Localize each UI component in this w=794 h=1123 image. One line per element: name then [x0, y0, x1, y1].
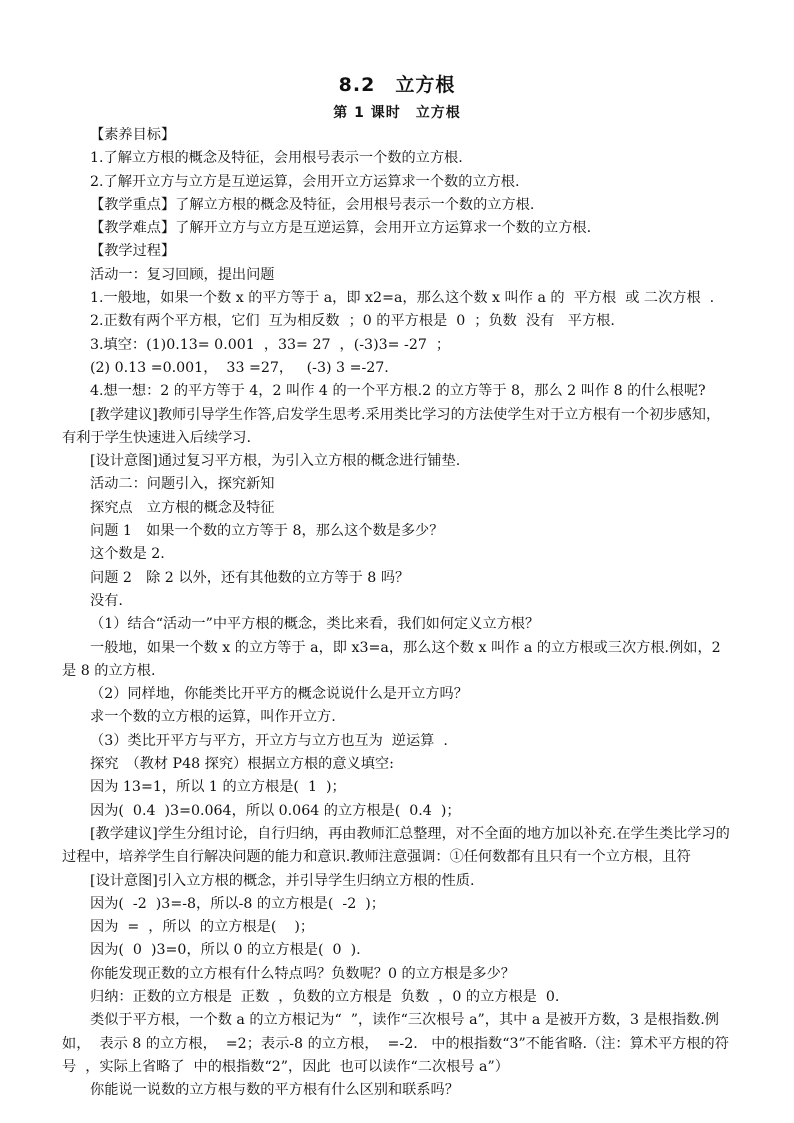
goal-item: 2.了解开立方与立方是互逆运算，会用开立方运算求一个数的立方根.	[90, 173, 520, 190]
question: 问题 1 如果一个数的立方等于 8，那么这个数是多少？	[90, 523, 444, 540]
section-heading-goals: 【素养目标】	[90, 127, 176, 143]
answer: 这个数是 2.	[90, 546, 165, 563]
fill-in-line: 因为( -2 )3=-8，所以-8 的立方根是( -2 )；	[90, 895, 385, 912]
answer: 没有.	[90, 592, 123, 609]
teaching-suggestion: [教学建议]教师引导学生作答,启发学生思考.采用类比学习的方法使学生对于立方根有一个初步感知，有利于学生快速进入后续学习.	[62, 406, 721, 446]
question: 问题 2 除 2 以外，还有其他数的立方等于 8 吗？	[90, 569, 410, 586]
body-paragraph: 4.想一想：2 的平方等于 4，2 叫作 4 的一个平方根.2 的立方等于 8，那么 2 叫作 8 的什么根呢?	[90, 383, 706, 400]
definition-paragraph: 一般地，如果一个数 x 的立方等于 a，即 x3=a，那么这个数 x 叫作 a 的立方根或三次方根.例如，2 是 8 的立方根.	[62, 639, 726, 679]
body-paragraph: 求一个数的立方根的运算，叫作开立方.	[90, 709, 336, 726]
notation-paragraph: 类似于平方根，一个数 a 的立方根记为“ ”，读作“三次根号 a”，其中 a 是被开方数，3 是根指数.例如， 表示 8 的立方根， =2；表示-8 的立方根， =-2. 中的根指数“3”不能省略.（注：算术平方根的符号 ，实际上省略了 中的根指数“2”，因此 也可以读作“二次根号 a”）	[62, 1012, 729, 1075]
body-paragraph: 你能说一说数的立方根与数的平方根有什么区别和联系吗？	[90, 1082, 459, 1099]
lesson-subtitle: 第 1 课时 立方根	[333, 105, 461, 121]
activity-heading: 活动一：复习回顾，提出问题	[90, 266, 275, 283]
activity-heading: 活动二：问题引入，探究新知	[90, 476, 275, 493]
body-paragraph: （3）类比开平方与平方，开立方与立方也互为 逆运算 .	[90, 732, 448, 749]
fill-in-line: 因为 = ，所以 的立方根是( )；	[90, 919, 315, 936]
lesson-body	[62, 124, 734, 1102]
teaching-focus: 【教学重点】了解立方根的概念及特征，会用根号表示一个数的立方根.	[90, 196, 535, 213]
body-paragraph: (2) 0.13 =0.001， 33 =27， (-3) 3 =-27.	[90, 359, 389, 376]
fill-in-line: 因为( 0.4 )3=0.064，所以 0.064 的立方根是( 0.4 )；	[90, 802, 461, 819]
design-intent: [设计意图]引入立方根的概念，并引导学生归纳立方根的性质.	[90, 872, 475, 889]
section-heading-process: 【教学过程】	[90, 243, 176, 260]
body-paragraph: 你能发现正数的立方根有什么特点吗？负数呢？0 的立方根是多少？	[90, 965, 515, 982]
goal-item: 1.了解立方根的概念及特征，会用根号表示一个数的立方根.	[90, 150, 463, 167]
body-paragraph: 3.填空：(1)0.13= 0.001 ，33= 27 ，(-3)3= -27 ；	[90, 336, 451, 353]
teaching-difficulty: 【教学难点】了解开立方与立方是互逆运算，会用开立方运算求一个数的立方根.	[90, 220, 592, 237]
design-intent: [设计意图]通过复习平方根，为引入立方根的概念进行铺垫.	[90, 453, 461, 470]
summary: 归纳：正数的立方根是 正数 ，负数的立方根是 负数 ，0 的立方根是 0.	[90, 988, 560, 1005]
body-paragraph: （1）结合“活动一”中平方根的概念，类比来看，我们如何定义立方根？	[90, 616, 540, 633]
fill-in-line: 因为( 0 )3=0，所以 0 的立方根是( 0 ).	[90, 942, 361, 959]
fill-in-line: 因为 13=1，所以 1 的立方根是( 1 )；	[90, 779, 346, 796]
body-paragraph: （2）同样地，你能类比开平方的概念说说什么是开立方吗？	[90, 686, 468, 703]
body-paragraph: 2.正数有两个平方根，它们 互为相反数 ；0 的平方根是 0 ；负数 没有 平方根.	[90, 313, 615, 330]
exploration-point: 探究点 立方根的概念及特征	[90, 499, 275, 516]
page-title: 8.2 立方根	[338, 74, 456, 96]
body-paragraph: 1.一般地，如果一个数 x 的平方等于 a，即 x2=a，那么这个数 x 叫作 a 的 平方根 或 二次方根 .	[90, 290, 715, 307]
teaching-suggestion: [教学建议]学生分组讨论，自行归纳，再由教师汇总整理，对不全面的地方加以补充.在学生类比学习的过程中，培养学生自行解决问题的能力和意识.教师注意强调：①任何数都有且只有一个立方根，且符	[62, 825, 730, 866]
exploration: 探究 （教材 P48 探究）根据立方根的意义填空:	[90, 756, 394, 773]
